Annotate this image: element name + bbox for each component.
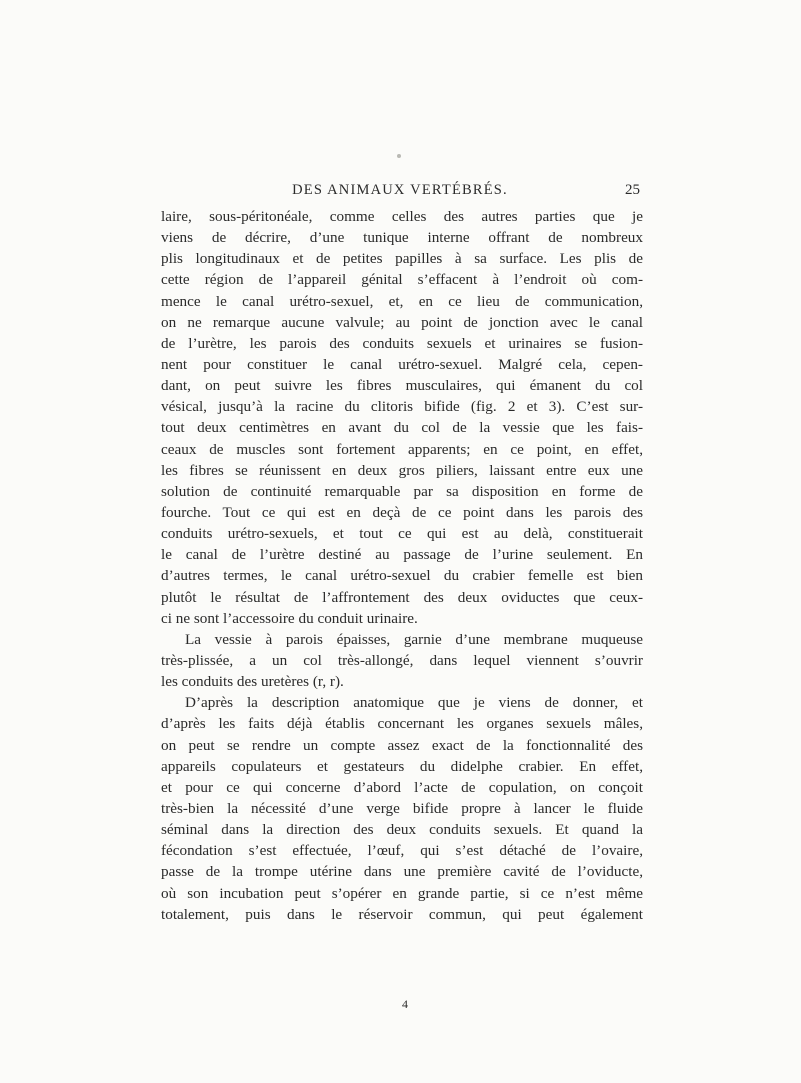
text-line: d’autres termes, le canal urétro-sexuel du crabier femelle est bien — [161, 567, 643, 585]
text-line: fécondation s’est effectuée, l’œuf, qui s’est détaché de l’ovaire, — [161, 842, 643, 860]
text-line: passe de la trompe utérine dans une première cavité de l’oviducte, — [161, 863, 643, 881]
text-line: tout deux centimètres en avant du col de la vessie que les fais- — [161, 419, 643, 437]
text-line: nent pour constituer le canal urétro-sexuel. Malgré cela, cepen- — [161, 355, 643, 373]
running-title: DES ANIMAUX VERTÉBRÉS. — [292, 182, 508, 198]
ink-speck — [397, 154, 401, 158]
text-line: de l’urètre, les parois des conduits sexuels et urinaires se fusion- — [161, 334, 643, 352]
text-line: solution de continuité remarquable par sa disposition en forme de — [161, 482, 643, 500]
text-line: et pour ce qui concerne d’abord l’acte de copulation, on conçoit — [161, 778, 643, 796]
text-line: plis longitudinaux et de petites papilles à sa surface. Les plis de — [161, 250, 643, 268]
text-line: les conduits des uretères (r, r). — [161, 673, 344, 691]
text-line: ceaux de muscles sont fortement apparents; en ce point, en effet, — [161, 440, 643, 458]
text-line: conduits urétro-sexuels, et tout ce qui est au delà, constituerait — [161, 525, 643, 543]
text-line: mence le canal urétro-sexuel, et, en ce lieu de communication, — [161, 292, 643, 310]
signature-mark: 4 — [402, 997, 408, 1011]
page-header — [160, 182, 640, 206]
text-line: ci ne sont l’accessoire du conduit urinaire. — [161, 609, 418, 627]
text-line: où son incubation peut s’opérer en grande partie, si ce n’est même — [161, 884, 643, 902]
text-line: très-bien la nécessité d’une verge bifide propre à lancer le fluide — [161, 799, 643, 817]
text-line: d’après les faits déjà établis concernant les organes sexuels mâles, — [161, 715, 643, 733]
text-line: on ne remarque aucune valvule; au point de jonction avec le canal — [161, 313, 643, 331]
text-line: fourche. Tout ce qui est en deçà de ce point dans les parois des — [161, 503, 643, 521]
text-line: le canal de l’urètre destiné au passage de l’urine seulement. En — [161, 546, 643, 564]
text-line: appareils copulateurs et gestateurs du didelphe crabier. En effet, — [161, 757, 643, 775]
text-line: viens de décrire, d’une tunique interne offrant de nombreux — [161, 229, 643, 247]
text-line: on peut se rendre un compte assez exact de la fonctionnalité des — [161, 736, 643, 754]
text-line: La vessie à parois épaisses, garnie d’une membrane muqueuse — [185, 630, 643, 648]
text-line: dant, on peut suivre les fibres musculaires, qui émanent du col — [161, 377, 643, 395]
page-number: 25 — [625, 182, 640, 198]
text-line: D’après la description anatomique que je viens de donner, et — [185, 694, 643, 712]
body-text — [161, 206, 643, 925]
text-line: séminal dans la direction des deux conduits sexuels. Et quand la — [161, 821, 643, 839]
text-line: totalement, puis dans le réservoir commun, qui peut également — [161, 905, 643, 923]
text-line: cette région de l’appareil génital s’effacent à l’endroit où com- — [161, 271, 643, 289]
text-line: très-plissée, a un col très-allongé, dans lequel viennent s’ouvrir — [161, 651, 643, 669]
text-line: plutôt le résultat de l’affrontement des deux oviductes que ceux- — [161, 588, 643, 606]
text-line: vésical, jusqu’à la racine du clitoris bifide (fig. 2 et 3). C’est sur- — [161, 398, 643, 416]
text-line: laire, sous-péritonéale, comme celles des autres parties que je — [161, 208, 643, 225]
text-line: les fibres se réunissent en deux gros piliers, laissant entre eux une — [161, 461, 643, 479]
